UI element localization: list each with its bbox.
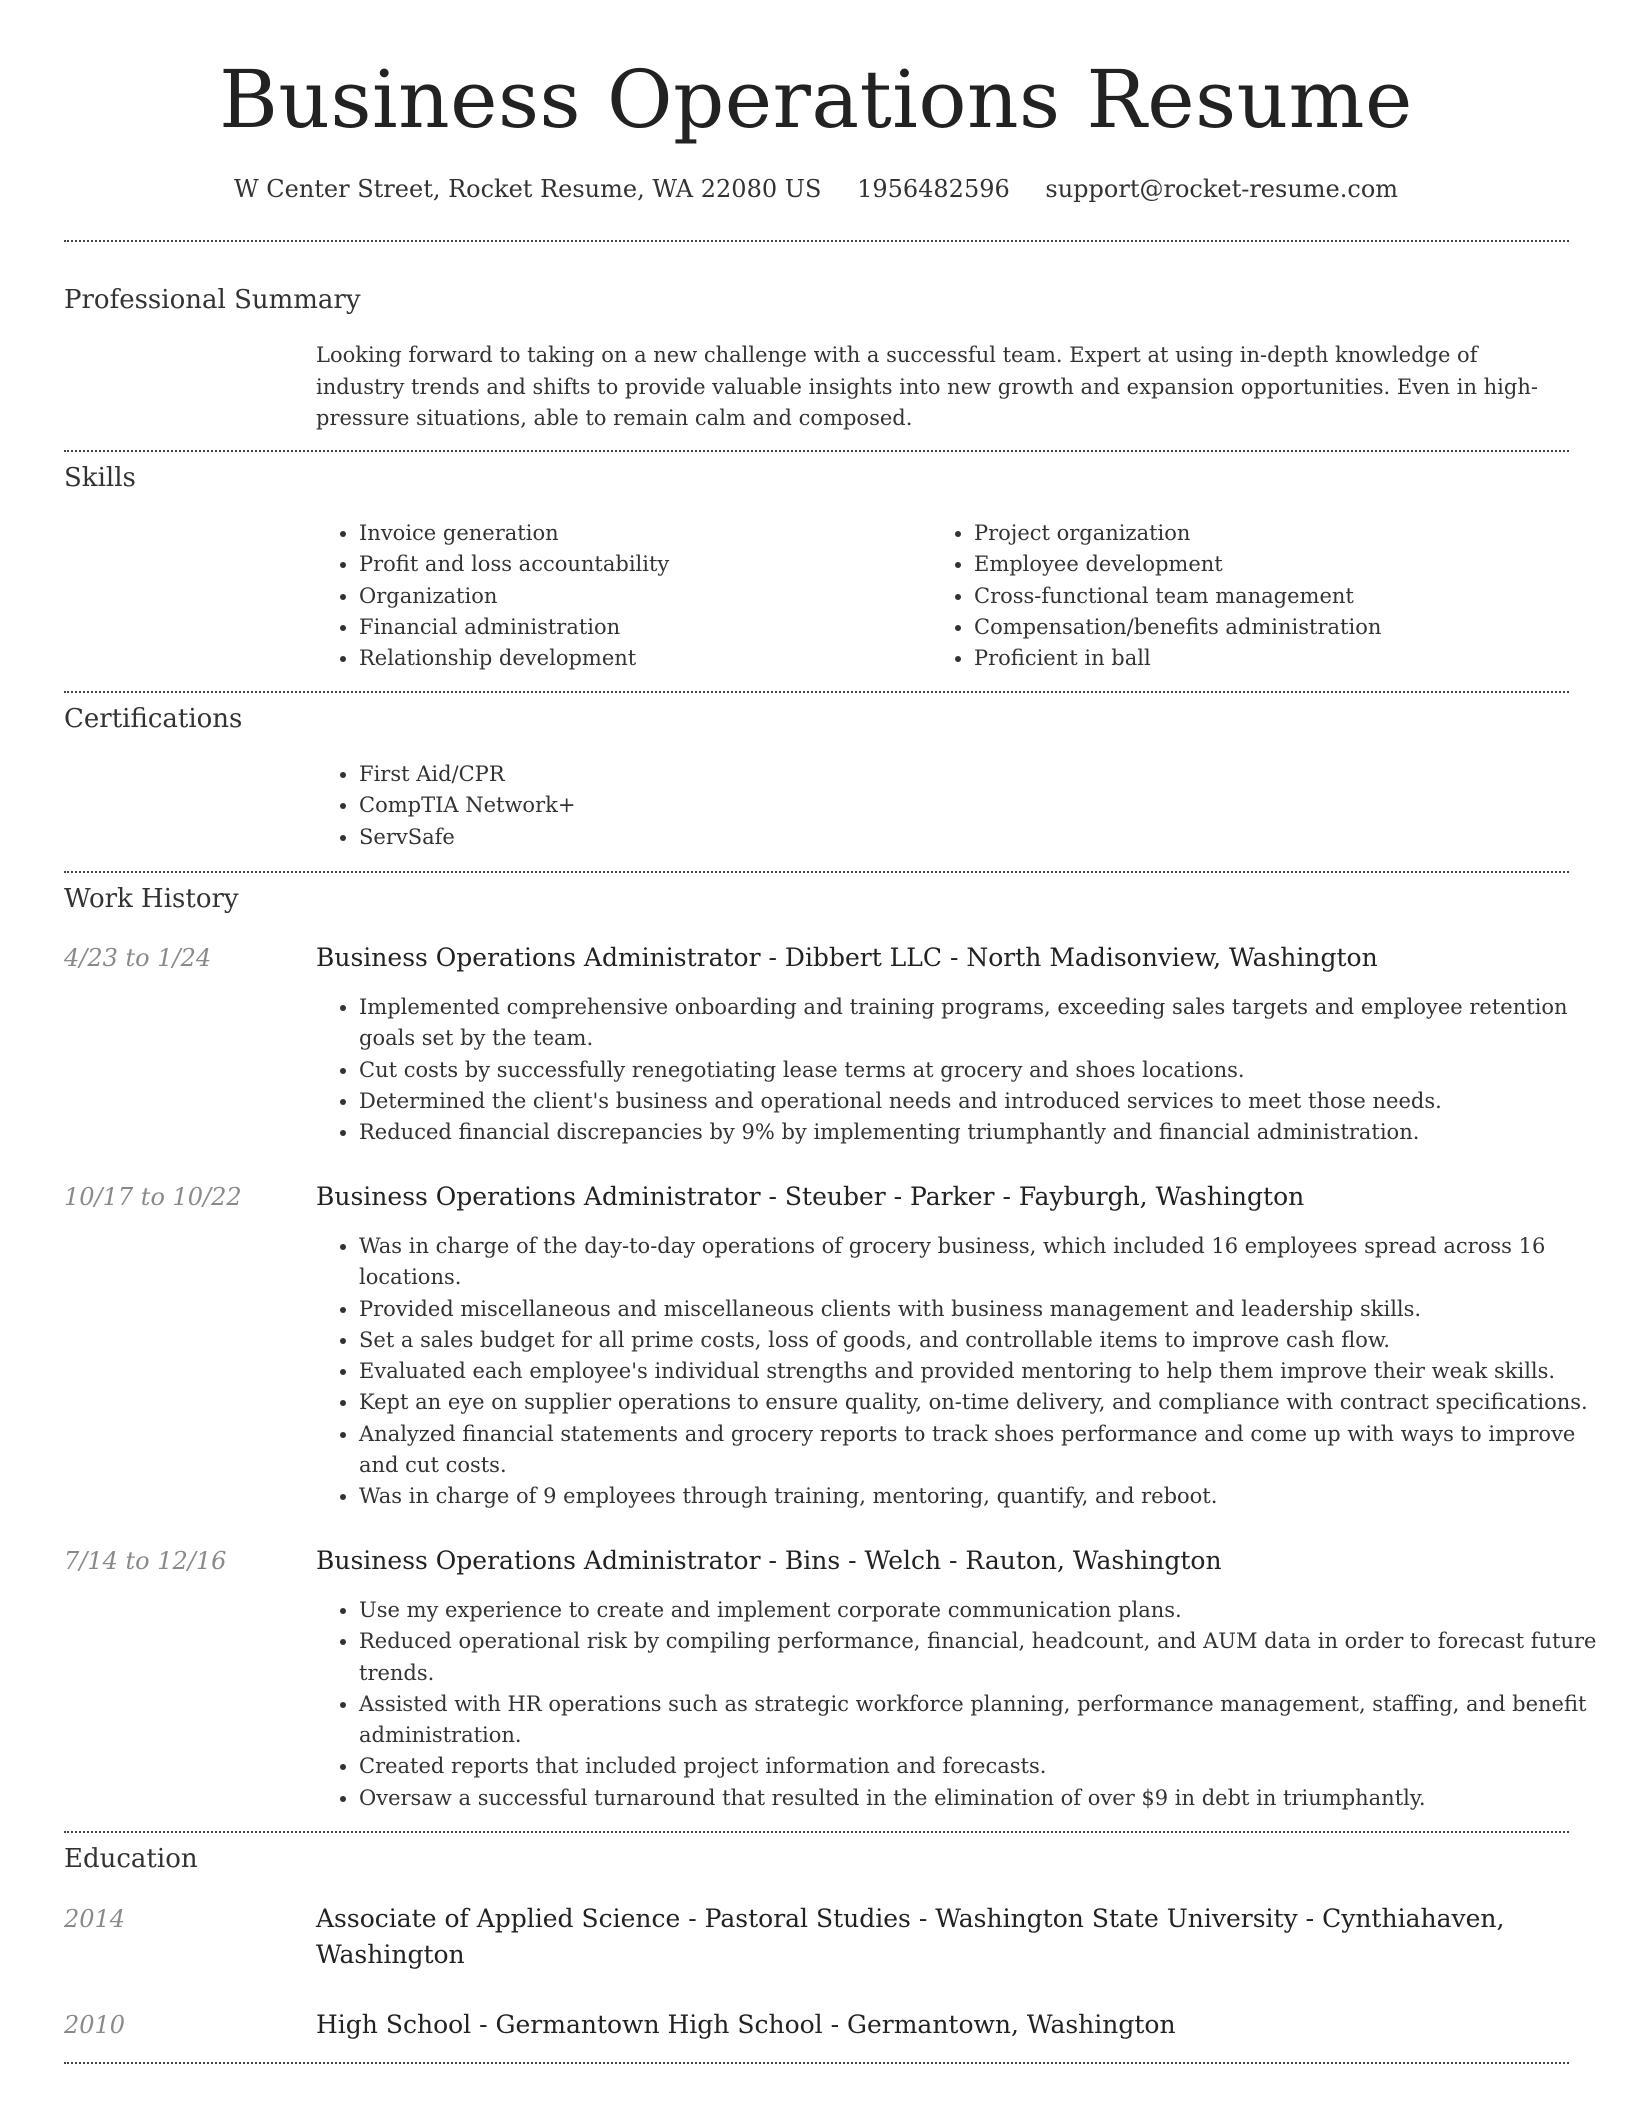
skill-item: • Cross-functional team management [974,581,1604,612]
job-bullet: • Assisted with HR operations such as strategic workforce planning, performance management, staffing, and benefit administration. [359,1689,1611,1752]
skills-heading: Skills [64,463,136,493]
job-bullet: • Analyzed financial statements and grocery reports to track shoes performance and come up with ways to improve and cut costs. [359,1419,1611,1482]
summary-heading: Professional Summary [64,285,361,315]
section-divider [64,450,1569,452]
work-history-heading: Work History [64,884,239,914]
contact-phone: 1956482596 [857,175,1010,203]
job-bullet: • Evaluated each employee's individual strengths and provided mentoring to help them improve their weak skills. [359,1356,1611,1387]
skill-item: • Project organization [974,518,1604,549]
skill-item: • Employee development [974,549,1604,580]
education-title: Associate of Applied Science - Pastoral Studies - Washington State University - Cynthiahaven, Washington [316,1904,1505,1969]
section-divider [64,1831,1569,1833]
job-bullets [316,1231,1611,1513]
skill-item: • Relationship development [359,643,939,674]
skill-item: • Compensation/benefits administration [974,612,1604,643]
job-dates: 4/23 to 1/24 [64,944,212,972]
skill-item: • Financial administration [359,612,939,643]
contact-address: W Center Street, Rocket Resume, WA 22080 US [233,175,822,203]
job-title: Business Operations Administrator - Steuber - Parker - Fayburgh, Washington [316,1182,1305,1211]
job-bullet: • Cut costs by successfully renegotiating lease terms at grocery and shoes locations. [359,1055,1611,1086]
skills-list-right [931,518,1604,674]
skill-item: • Profit and loss accountability [359,549,939,580]
skill-item: • Invoice generation [359,518,939,549]
job-bullet: • Reduced financial discrepancies by 9% by implementing triumphantly and financial administration. [359,1117,1611,1148]
job-bullets [316,1595,1611,1814]
certifications-list [316,759,1559,853]
job-bullets [316,992,1611,1148]
job-bullet: • Was in charge of 9 employees through training, mentoring, quantify, and reboot. [359,1481,1611,1512]
section-divider [64,691,1569,693]
contact-email: support@rocket-resume.com [1045,175,1399,203]
job-bullet: • Set a sales budget for all prime costs, loss of goods, and controllable items to improve cash flow. [359,1325,1611,1356]
skill-item: • Organization [359,581,939,612]
job-dates: 7/14 to 12/16 [64,1547,227,1575]
section-divider [64,871,1569,873]
certification-item: • ServSafe [359,822,1559,853]
certifications-heading: Certifications [64,704,243,734]
job-bullet: • Kept an eye on supplier operations to ensure quality, on-time delivery, and compliance with contract specifications. [359,1387,1611,1418]
section-divider [64,240,1569,242]
skills-list-left [316,518,939,674]
job-title: Business Operations Administrator - Dibbert LLC - North Madisonview, Washington [316,943,1378,972]
education-year: 2010 [64,2011,126,2039]
job-bullet: • Reduced operational risk by compiling performance, financial, headcount, and AUM data in order to forecast future trends. [359,1626,1611,1689]
certification-item: • CompTIA Network+ [359,790,1559,821]
education-year: 2014 [64,1905,126,1933]
job-bullet: • Created reports that included project information and forecasts. [359,1751,1611,1782]
job-dates: 10/17 to 10/22 [64,1183,242,1211]
education-title: High School - Germantown High School - Germantown, Washington [316,2010,1176,2039]
job-bullet: • Provided miscellaneous and miscellaneous clients with business management and leadership skills. [359,1294,1611,1325]
education-heading: Education [64,1844,198,1874]
contact-line [0,172,1632,206]
job-bullet: • Determined the client's business and operational needs and introduced services to meet those needs. [359,1086,1611,1117]
skill-item: • Proficient in ball [974,643,1604,674]
job-bullet: • Implemented comprehensive onboarding and training programs, exceeding sales targets and employee retention goals set by the team. [359,992,1611,1055]
resume-title: Business Operations Resume [219,53,1413,146]
job-title: Business Operations Administrator - Bins - Welch - Rauton, Washington [316,1546,1222,1575]
summary-text: Looking forward to taking on a new challenge with a successful team. Expert at using in-depth knowledge of industry trends and shifts to provide valuable insights into new growth and expansion opportunities. Even in high-pressure situations, able to remain calm and composed. [316,343,1538,430]
job-bullet: • Was in charge of the day-to-day operations of grocery business, which included 16 employees spread across 16 locations. [359,1231,1611,1294]
certification-item: • First Aid/CPR [359,759,1559,790]
section-divider [64,2062,1569,2064]
job-bullet: • Use my experience to create and implement corporate communication plans. [359,1595,1611,1626]
job-bullet: • Oversaw a successful turnaround that resulted in the elimination of over $9 in debt in triumphantly. [359,1783,1611,1814]
